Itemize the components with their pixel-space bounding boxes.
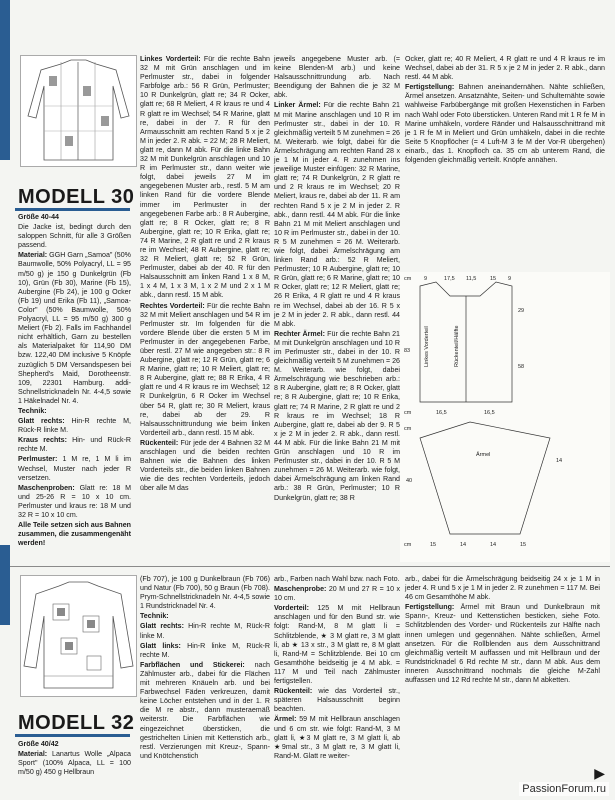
model32-column-1	[18, 740, 131, 778]
watermark: PassionForum.ru	[519, 782, 609, 796]
blue-side-tab-bottom	[0, 545, 10, 625]
rechter-aermel-text: Für die rechte Bahn 21 M mit Dunkelgrün anschlagen und 10 R im Perlmuster str., dabei in der 10. R gleichmäßig verteilt 5 M zunehmen = 26 M. Weiterarb. wie folgt, dabei Ärmelschrägung wie beschrieben arb.: 8 R Aubergine, glatt re; 8 R Ocker, glatt re; 8 R Aubergine, glatt re; 10 R Erika, glatt re; 74 R Marine, 2 R glatt re und 2 R kraus re im Wechsel; 18 R Aubergine, glatt re, dabei ab der 9. R 5 x je 2 M in jeder 2. R abk., dann restl. 44 M abk. Für die linke Bahn 21 M mit Grün anschlagen und 10 R im Perlmuster str., dabei in der 10. R 5 M zunehmen = 26 M. Weiterarb. wie folgt, dabei Ärmelschrägung am linken Rand arb.: 38 R Grün, Perlmuster; 10 R Dunkelgrün, glatt re; 38 R	[274, 329, 400, 502]
model32-rueckenteil-text: wie das Vorderteil str., späteren Halsausschnitt beginn beachten.	[274, 687, 400, 714]
linker-aermel-head: Linker Ärmel:	[274, 101, 321, 110]
model32-maschenprobe-text: 20 M und 27 R = 10 x 10 cm.	[274, 585, 400, 603]
model30-fertigstellung-text: Bahnen aneinandernähen. Nähte schließen, Ärmel ansetzen. Ansatznähte, Seiten- und Schulternähte sowie wahlweise Farbübergänge mit großen Hexenstichen in Farben nach Wahl oder Foto übersticken. Unteren Rand mit 1 R fe M in Marine umhäkeln, vordere Ränder und Halsausschnittrand mit je 1 R fe M in Meliert und Grün umhäkeln, dabei in die rechte Seite 5 Knopflöcher (= 4 Luft-M 3 fe M der Vor-R übergehen) einarb., das 1. Knopfloch ca. 35 cm ab unterem Rand, die folgenden gleichmäßig verteilt. Knöpfe annähen.	[405, 83, 605, 165]
model32-farb-text: nach Zählmuster arb., dabei für die Flächen mit mehreren Knäueln arb. und bei Farbwechsel Fäden verkreuzen, damit keine Löcher entstehen und in der 1. R die M re abstr., dann musteraemäß weiterstr. Die Farbflächen wie eingezeichnet übersticken, die gestrichelten Linien mit Kettenstich arb., restl. Verzierungen mit Kreuz-, Spann- und Knötchenstich	[140, 660, 270, 760]
linkes-vorderteil-text: Für die rechte Bahn 32 M mit Grün anschlagen und im Perlmuster str., dabei in folgender Farbfolge arb.: 56 R Grün, Perlmuster; 10 R Dunkelgrün, glatt re; 34 R Ocker, glatt re; 68 R Meliert, 4 R kraus re und 4 R glatt re im Wechsel; 54 R Marine, glatt re, dabei in der 7. R für den Armausschnitt am rechten Rand 5 x je 2 M in jeder 2. R abk. = 22 M; 28 R Meliert, glatt re, dann M abk. Für die linke Bahn 32 M mit Dunkelgrün anschlagen und 10 R im Perlmuster str., dann weiter wie folgt, dabei jeweils 27 M im angegebenen Muster arb., restl. 5 M am linken Rand für die vordere Blende immer im Perlmuster in der angegebenen Farbe arb.: 8 R Aubergine, glatt re; 8 R Ocker, glatt re; 8 R Aubergine, glatt re; 10 R Erika, glatt re; 74 R Marine, 2 R glatt re und 2 R kraus re im Wechsel; 48 R Aubergine, glatt re; 32 R Meliert, glatt re; 52 R Grün, Perlmuster, dabei ab der 40. R für den Halsausschnitt am linken Rand 1 x 8 M, 1 x 4 M, 1 x 3 M, 1 x 2 M und 2 x 1 M abk., dann restl. 15 M abk.	[140, 55, 270, 300]
schematic-sleeve-bottom-num: 14	[490, 542, 497, 548]
schematic-right-num: 29	[518, 308, 525, 314]
schematic-cm-sleeve: cm	[404, 426, 412, 432]
next-page-arrow-icon: ▶	[594, 765, 605, 781]
model30-glatt-label: Glatt rechts:	[18, 417, 65, 426]
model30-title-rule	[15, 208, 130, 211]
rechter-aermel-head: Rechter Ärmel:	[274, 329, 326, 338]
model32-aermel-text: 59 M mit Hellbraun anschlagen und 6 cm str. wie folgt: Rand-M, 3 M glatt li, ★3 M glatt re, 3 M glatt li, ab ★9mal str., 3 M glatt re, 3 M glatt li, Rand-M. Glatt re weiter-	[274, 715, 400, 760]
model30-size: Größe 40-44	[18, 213, 60, 221]
linker-aermel-text: Für die rechte Bahn 21 M mit Marine anschlagen und 10 R im Perlmuster str., dabei in der 10. R gleichmäßig verteilt 5 M zunehmen = 26 M. Weiterarb. wie folgt, dabei für die Ärmelschrägung am rechten Rand 28 x je 1 M in jeder 4. R zunehmen ins jeweilige Muster einfügen: 32 R Marine, glatt re; 74 R Dunkelgrün, 2 R glatt re und 2 R kraus re im Wechsel; 20 R Meliert, kraus re, dabei ab der 11. R am rechten Rand 5 x je 2 M in jeder 2. R abk., dann restl. 44 M abk. Für die linke Bahn 21 M mit Meliert anschlagen und 10 R im Perlmuster str., dabei in der 10. R 5 M zunehmen = 26 M. Weiterarb. wie folgt, dabei Ärmelschrägung am linken Rand arb.: 52 R Meliert, Perlmuster; 10 R Aubergine, glatt re; 10 R Grün, glatt re; 6 R Marine, glatt re; 10 R Ocker, glatt re; 12 R Meliert, glatt re; 26 R Erika, 4 R glatt re und 4 R kraus re im Wechsel, dabei ab der 16. R 5 x je 2 M in jeder 2. R abk., dann restl. 44 M abk.	[274, 101, 400, 328]
model30-title: MODELL 30	[18, 186, 135, 208]
model32-fertigstellung-text: Ärmel mit Braun und Dunkelbraun mit Spann-, Kreuz- und Kettenstichen besticken, siehe Foto. Schlitzblenden des Vorder- und Rückenteils zur Hälfte nach innen umlegen und gegennähen. Nähte schließen, Ärmel ansetzen. Für die Rollblenden aus dem Ausschnittrand gleichmäßig verteilt M auffassen und mit Hellbraun und der Rundstricknadel 6 Rd rechte M str., dann M abk. Aus dem inneren Ausschnittrand nochmals die gleiche M-Zahl auffassen und 12 Rd rechte M str., dann M abketten.	[405, 603, 600, 685]
model30-column-4	[405, 55, 605, 166]
model32-glattli: Hin-R linke M, Rück-R rechte M.	[140, 641, 270, 659]
model32-vorderteil-head: Vorderteil:	[274, 604, 309, 613]
rechtes-vorderteil-head: Rechtes Vorderteil:	[140, 301, 205, 310]
schematic-top-num: 9	[508, 276, 512, 282]
model32-glatt: Hin-R rechte M, Rück-R linke M.	[140, 622, 270, 640]
model30-kraus: Hin- und Rück-R rechte M.	[18, 436, 131, 454]
schematic-bottom-num: 16,5	[484, 410, 495, 416]
schematic-bottom-num: 16,5	[436, 410, 447, 416]
model32-aermel-head: Ärmel:	[274, 715, 297, 724]
linkes-vorderteil-head: Linkes Vorderteil:	[140, 55, 201, 63]
model32-title-rule	[15, 734, 130, 737]
schematic-sleeve-label: Ärmel	[476, 452, 491, 458]
model30-material: GGH Garn „Samoa" (50% Baumwolle, 50% Polyacryl, LL = 95 m/50 g) je 150 g Dunkelgrün (Fb 10), Grün (Fb 30), Marine (Fb 15), Aubergine (Fb 24), je 100 g Ocker (Fb 19) und Erika (Fb 11), „Samoa-Color" (50% Baumwolle, 50% Polyacryl, LL = 95 m/50 g) 300 g Meliert (Fb 2). Falls im Fachhandel nicht erhältlich, Garn zu bestellen als Materialpaket für 114,90 DM bzw. 122,40 DM inclusive 5 Knöpfe zuzüglich 5 DM Versandspesen bei Shepherd's Maid, Dorotheenstr. 109, 22301 Hamburg. addi-Schnellstricknadeln Nr. 4-4,5 sowie 1 Häkelnadel Nr. 4.	[18, 251, 131, 405]
model30-jacket-sketch	[20, 55, 137, 167]
schematic-sleeve-bottom-num: 14	[460, 542, 467, 548]
schematic-top-num: 11,5	[466, 276, 477, 282]
schematic-cm-sleeve-bottom: cm	[404, 542, 412, 548]
model32-col4-intro: arb., dabei für die Ärmelschrägung beidseitig 24 x je 1 M in jeder 4. R und 5 x je 1 M in jeder 2. R zunehmen = 117 M. Bei 46 cm Gesamthöhe M abk.	[405, 575, 600, 602]
model32-maschenprobe-head: Maschenprobe:	[274, 585, 327, 594]
schematic-label-vorderteil: Linkes Vorderteil	[424, 326, 430, 367]
model32-title: MODELL 32	[18, 712, 135, 734]
model32-sweater-sketch	[20, 575, 137, 697]
model32-material-label: Material:	[18, 750, 48, 759]
schematic-sleeve-right: 14	[556, 458, 563, 464]
model32-technik-label: Technik:	[140, 612, 169, 621]
model32-size: Größe 40/42	[18, 740, 59, 748]
model32-material: Lanartus Wolle „Alpaca Sport" (100% Alpaca, LL = 100 m/50 g) 450 g Hellbraun	[18, 750, 131, 777]
schematic-cm-bottom: cm	[404, 410, 412, 416]
model30-material-label: Material:	[18, 251, 48, 260]
model30-note: Alle Teile setzen sich aus Bahnen zusammen, die zusammengenäht werden!	[18, 521, 132, 548]
schematic-top-num: 9	[424, 276, 428, 282]
model30-kraus-label: Kraus rechts:	[18, 436, 67, 445]
schematic-top-num: 17,5	[444, 276, 455, 282]
model30-perl: 1 M re, 1 M li im Wechsel, Muster nach jeder R versetzen.	[18, 455, 131, 482]
model30-perl-label: Perlmuster:	[18, 455, 58, 464]
model30-column-2	[140, 55, 270, 495]
schematic-sleeve-bottom-num: 15	[520, 542, 527, 548]
schematic-label-rueckenteil: Rückenteil/Hälfte	[454, 325, 460, 367]
section-divider	[10, 566, 610, 567]
schematic-sleeve-bottom-num: 15	[430, 542, 437, 548]
schematic-cm-top: cm	[404, 276, 412, 282]
model32-col2-intro: (Fb 707), je 100 g Dunkelbraun (Fb 706) und Natur (Fb 700), 50 g Braun (Fb 708). Prym-Schnellstricknadeln Nr. 4-4,5 sowie 1 Rundstricknadel Nr. 4.	[140, 575, 270, 611]
blue-side-tab-top	[0, 0, 10, 160]
pattern-schematic	[400, 272, 610, 562]
model30-intro: Die Jacke ist, bedingt durch den saloppen Schnitt, für alle 3 Größen passend.	[18, 223, 131, 250]
rueckenteil-head: Rückenteil:	[140, 438, 179, 447]
model32-rueckenteil-head: Rückenteil:	[274, 687, 313, 696]
model32-vorderteil-text: 125 M mit Hellbraun anschlagen und für den Bund str. wie folgt: Rand-M, 8 M glatt li = Schlitzblende, ★ 3 M glatt re, 3 M glatt li, ab ★ 13 x str., 3 M glatt re, 8 M glatt li, Rand-M = Schlitzblende. Bei 10 cm Gesamthöhe beidseitig je 4 M abk. = 117 M und Teil nach Zählmuster fertigstellen.	[274, 604, 400, 686]
model32-column-2	[140, 575, 270, 762]
model32-glatt-label: Glatt rechts:	[140, 622, 184, 631]
model30-maschen-label: Maschenproben:	[18, 483, 75, 492]
rechtes-vorderteil-text: Für die rechte Bahn 32 M mit Meliert anschlagen und 54 R im Perlmuster str. Im folgenden für die vordere Blende über die ersten 5 M im Perlmuster in der angegebenen Farbe, über restl. 27 M wie angegeben str.: 8 R Aubergine, glatt re; 12 R Grün, glatt re; 6 R Marine, glatt re; 10 R Meliert, glatt re; 8 R Aubergine, glatt re; 88 R Erika, 4 R glatt re und 4 R kraus re im Wechsel; 12 R Dunkelgrün, 6 R Ocker im Wechsel über 54 R, glatt re; 30 R Meliert, kraus re, dabei ab der 29. R Halsausschnittrundung wie beim linken Vorderteil arb., dann restl. 15 M abk.	[140, 301, 270, 437]
model32-glattli-label: Glatt links:	[140, 641, 181, 650]
rueckenteil-text: Für jede der 4 Bahnen 32 M anschlagen und die beiden rechten Bahnen wie die Bahnen des linken Vorderteils str., die beiden linken Bahnen wie die des rechten Vorderteils, jedoch über alle M das	[140, 438, 270, 493]
model32-column-3	[274, 575, 400, 762]
model30-maschen: Glatt re: 18 M und 25-26 R = 10 x 10 cm. Perlmuster und kraus re: 18 M und 32 R = 10 x 10 cm.	[18, 483, 131, 519]
model30-column-1	[18, 213, 131, 549]
model30-technik-label: Technik:	[18, 406, 47, 415]
model30-column-3	[274, 55, 400, 504]
schematic-left-num: 83	[404, 348, 411, 354]
model32-farb-head: Farbflächen und Stickerei:	[140, 660, 245, 669]
schematic-sleeve-left: 40	[406, 478, 413, 484]
model30-glatt: Hin-R rechte M, Rück-R linke M.	[18, 417, 131, 435]
schematic-top-num: 15	[490, 276, 497, 282]
model32-fertigstellung-head: Fertigstellung:	[405, 603, 455, 612]
model30-col4-intro: Ocker, glatt re; 40 R Meliert, 4 R glatt re und 4 R kraus re im Wechsel, dabei ab der 31. R 5 x je 2 M in jeder 2. R abk., dann restl. 44 M abk.	[405, 55, 605, 82]
model32-col3-intro: arb., Farben nach Wahl bzw. nach Foto.	[274, 575, 400, 583]
schematic-right-num: 58	[518, 364, 525, 370]
model30-fertigstellung-head: Fertigstellung:	[405, 83, 455, 92]
model30-col3-intro: jeweils angegebene Muster arb. (= keine Blenden-M arb.) und keine Halsausschnittrundung arb. Nach Beendigung der Bahnen die je 32 M abk.	[274, 55, 400, 100]
model32-column-4	[405, 575, 600, 686]
